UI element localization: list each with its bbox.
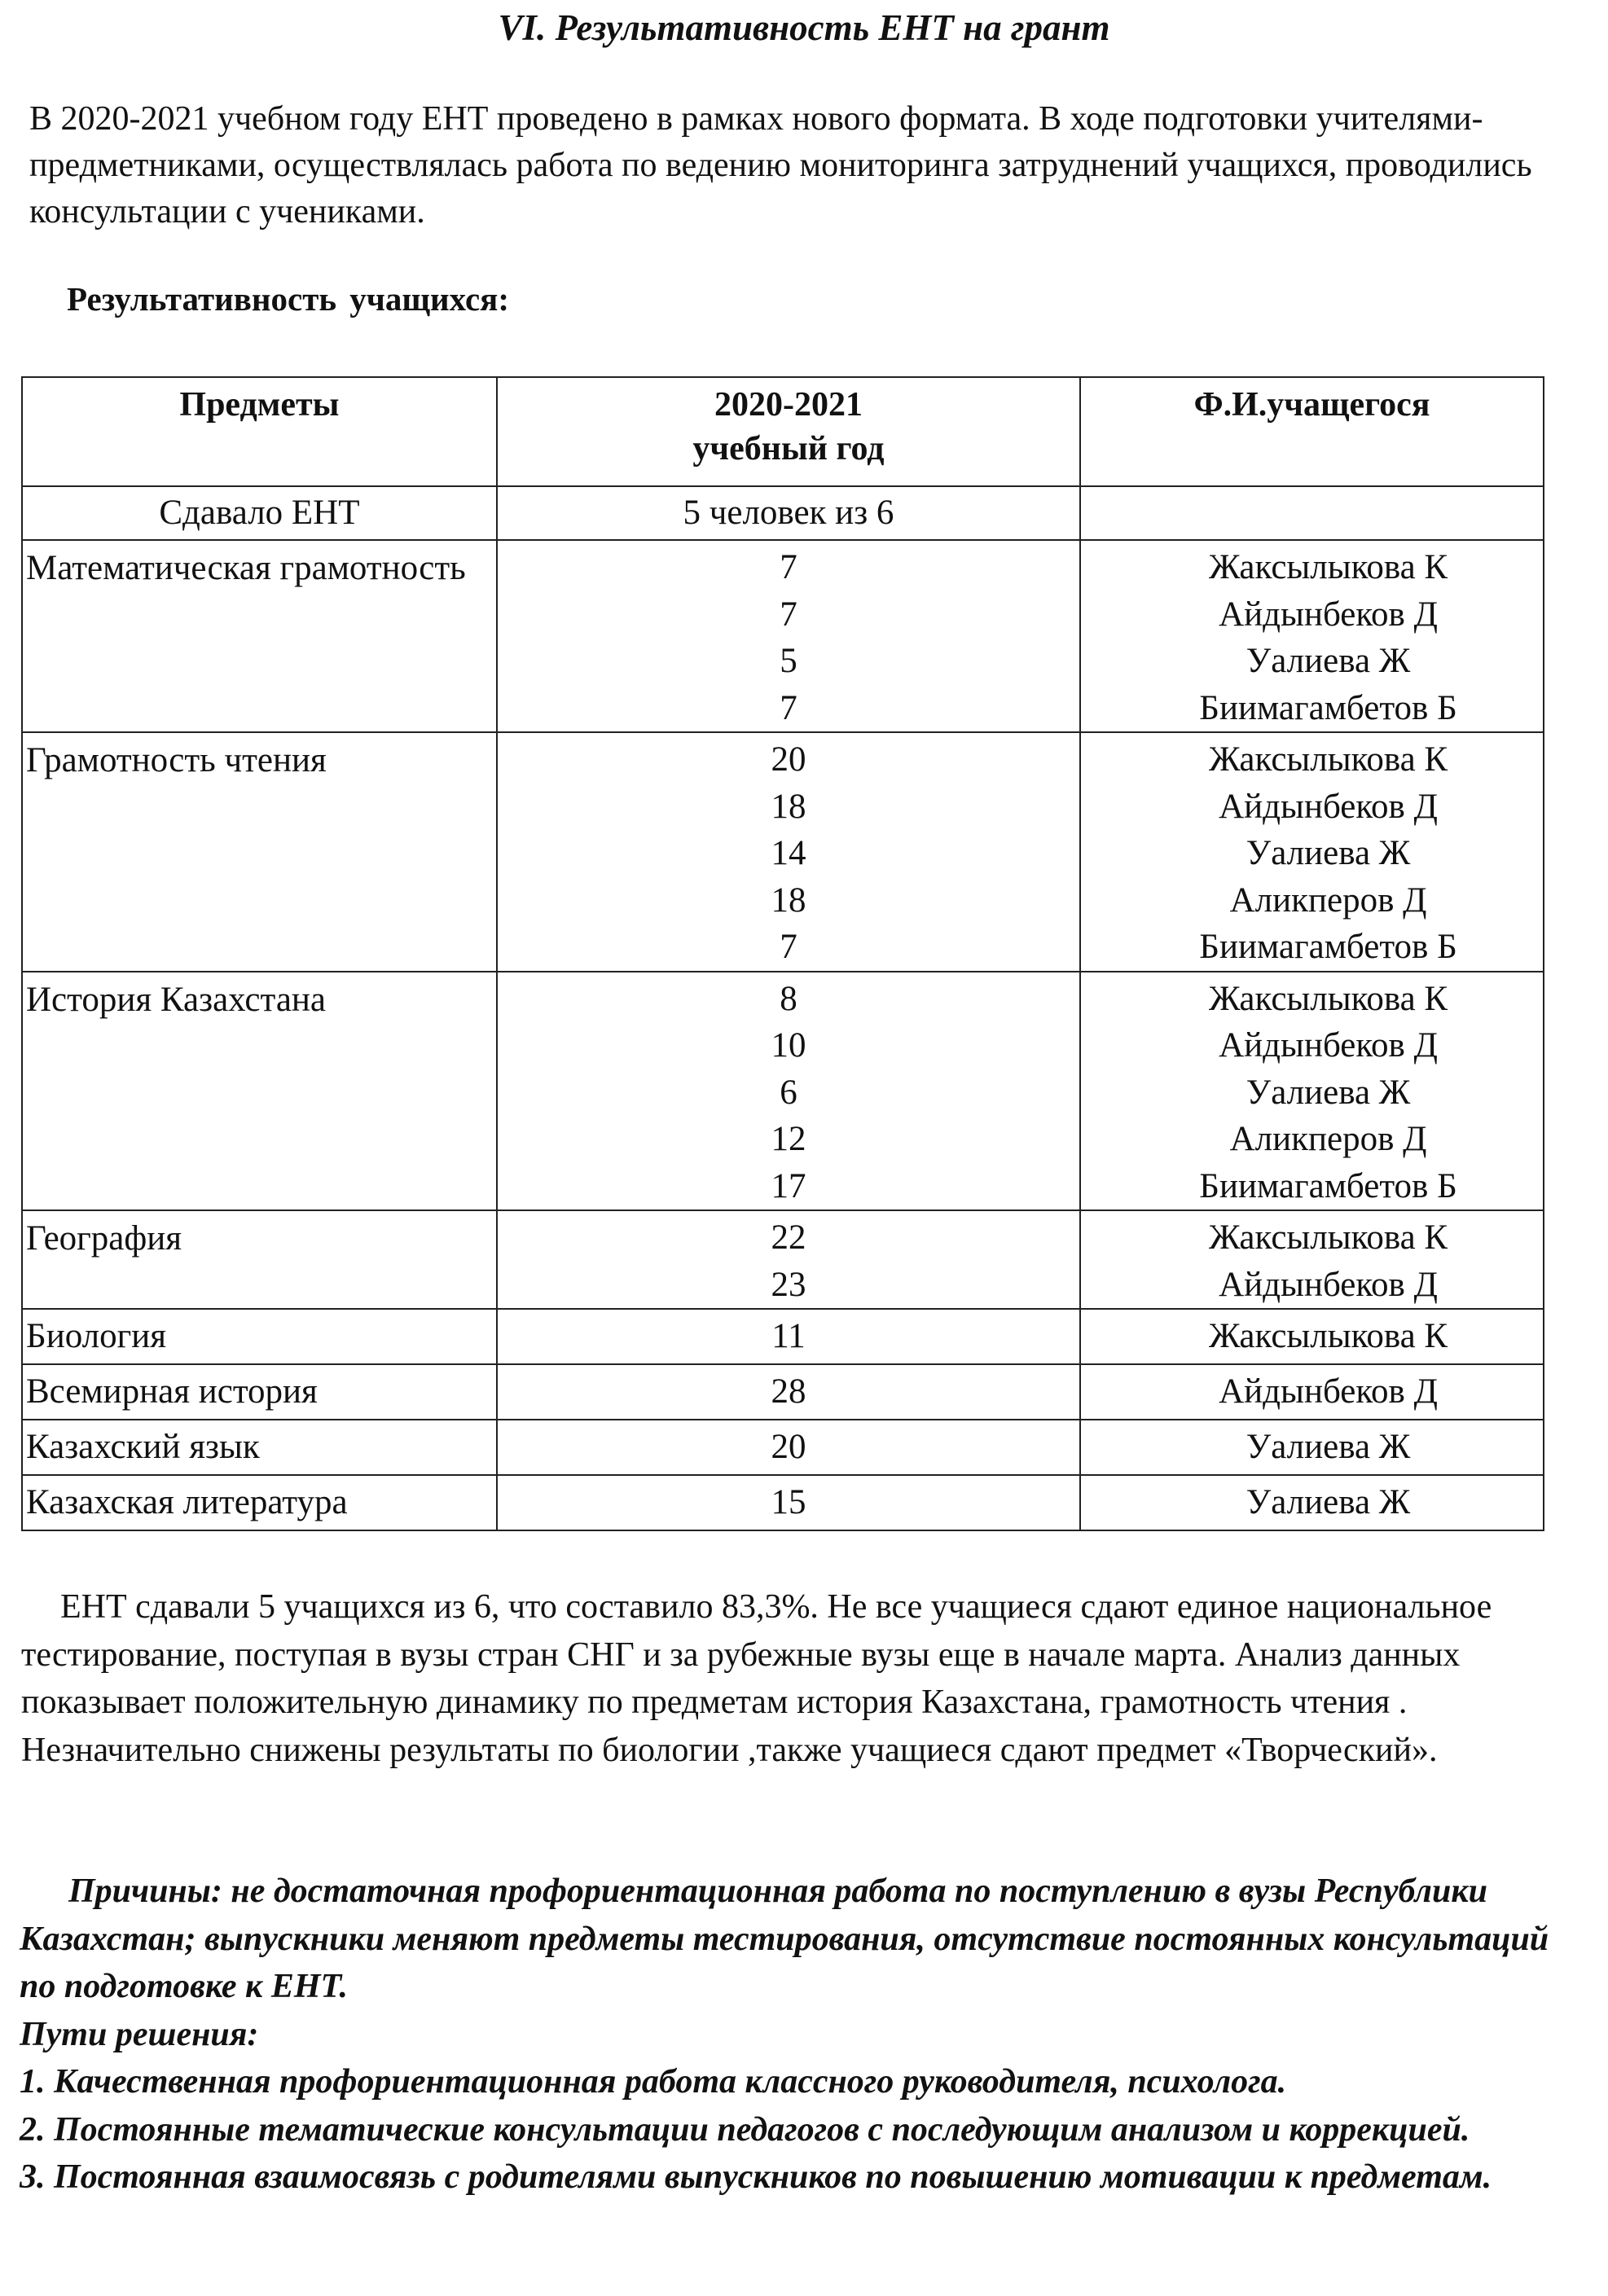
page-title: VI. Результативность ЕНТ на грант: [498, 7, 1110, 48]
score-value: 10: [771, 1026, 806, 1065]
score-cell: [497, 1210, 1080, 1309]
subject-cell: История Казахстана: [22, 972, 497, 1211]
student-name: Биимагамбетов Б: [1199, 688, 1457, 727]
student-cell: [1080, 972, 1544, 1211]
table-header-row: [22, 377, 1544, 486]
student-name: Жаксылыкова К: [1208, 1317, 1448, 1355]
table-row: [22, 732, 1544, 972]
score-value: 6: [780, 1073, 797, 1112]
score-value: 5: [780, 642, 797, 680]
results-table: [21, 376, 1544, 1531]
student-name: Айдынбеков Д: [1219, 1372, 1438, 1411]
student-name: Биимагамбетов Б: [1199, 1166, 1457, 1205]
score-value: 7: [780, 548, 797, 586]
passed-count-row: [22, 486, 1544, 540]
student-name: Уалиева Ж: [1246, 1073, 1411, 1112]
student-cell: [1080, 1364, 1544, 1420]
student-cell: [1080, 1475, 1544, 1530]
intro-paragraph: В 2020-2021 учебном году ЕНТ проведено в рамках нового формата. В ходе подготовки учителями-предметниками, осуществлялась работа по ведению мониторинга затруднений учащихся, проводились консультации с учениками.: [29, 100, 1532, 230]
score-value: 28: [771, 1372, 806, 1411]
score-value: 7: [780, 928, 797, 966]
student-name: Жаксылыкова К: [1208, 979, 1448, 1018]
table-row: [22, 540, 1544, 732]
score-value: 7: [780, 595, 797, 634]
score-value: 12: [771, 1120, 806, 1158]
subject-cell: Казахская литература: [22, 1475, 497, 1530]
student-name: Аликперов Д: [1229, 880, 1427, 920]
score-value: 23: [771, 1265, 806, 1304]
subject-cell: Математическая грамотность: [22, 540, 497, 732]
score-value: 15: [771, 1483, 806, 1521]
table-row: [22, 1364, 1544, 1420]
score-cell: [497, 1309, 1080, 1364]
student-name: Айдынбеков Д: [1219, 787, 1438, 826]
solution-item-2: 2. Постоянные тематические консультации педагогов с последующим анализом и коррекцией.: [20, 2110, 1470, 2149]
score-value: 8: [780, 979, 797, 1018]
header-school-year-text: 2020-2021 учебный год: [692, 386, 885, 468]
student-name: Айдынбеков Д: [1219, 1265, 1438, 1304]
student-cell: [1080, 1420, 1544, 1475]
student-name: Уалиева Ж: [1246, 834, 1411, 872]
student-cell: [1080, 732, 1544, 972]
student-name: Уалиева Ж: [1246, 1428, 1411, 1466]
score-value: 14: [771, 834, 806, 872]
table-row: [22, 972, 1544, 1211]
score-value: 20: [771, 740, 806, 779]
table-row: [22, 1475, 1544, 1530]
score-value: 17: [771, 1166, 806, 1205]
subject-cell: Всемирная история: [22, 1364, 497, 1420]
table-row: [22, 1420, 1544, 1475]
passed-value: 5 человек из 6: [497, 486, 1080, 540]
student-name: Аликперов Д: [1229, 1120, 1427, 1158]
student-cell: [1080, 1210, 1544, 1309]
table-row: [22, 1210, 1544, 1309]
student-name: Биимагамбетов Б: [1199, 928, 1457, 966]
passed-name: [1080, 486, 1544, 540]
student-name: Уалиева Ж: [1246, 642, 1411, 680]
score-cell: [497, 1475, 1080, 1530]
student-name: Жаксылыкова К: [1208, 548, 1448, 586]
student-name: Айдынбеков Д: [1219, 595, 1438, 634]
solution-item-3: 3. Постоянная взаимосвязь с родителями выпускников по повышению мотивации к предметам.: [20, 2158, 1492, 2196]
student-name: Уалиева Ж: [1246, 1483, 1411, 1521]
results-subheading: Результативность учащихся:: [67, 280, 510, 318]
score-cell: [497, 1364, 1080, 1420]
passed-label: Сдавало ЕНТ: [22, 486, 497, 540]
solution-item-1: 1. Качественная профориентационная работа классного руководителя, психолога.: [20, 2063, 1287, 2101]
score-cell: [497, 972, 1080, 1211]
table-row: [22, 1309, 1544, 1364]
subject-cell: География: [22, 1210, 497, 1309]
student-name: Айдынбеков Д: [1219, 1026, 1438, 1065]
score-value: 18: [771, 880, 806, 920]
score-value: 7: [780, 688, 797, 727]
reasons-text: Причины: не достаточная профориентационная работа по поступлению в вузы Республики Казахстан; выпускники меняют предметы тестирования, отсутствие постоянных консультаций по подготовке к ЕНТ.: [20, 1872, 1549, 2005]
header-school-year: [497, 377, 1080, 486]
subject-cell: Казахский язык: [22, 1420, 497, 1475]
reasons-block: [20, 1868, 1592, 2202]
student-name: Жаксылыкова К: [1208, 1218, 1448, 1257]
summary-paragraph: ЕНТ сдавали 5 учащихся из 6, что составило 83,3%. Не все учащиеся сдают единое национальное тестирование, поступая в вузы стран СНГ и за рубежные вузы еще в начале марта. Анализ данных показывает положительную динамику по предметам история Казахстана, грамотность чтения . Незначительно снижены результаты по биологии ,также учащиеся сдают предмет «Творческий».: [21, 1588, 1492, 1769]
subject-cell: Грамотность чтения: [22, 732, 497, 972]
score-cell: [497, 540, 1080, 732]
solutions-title: Пути решения:: [20, 2015, 259, 2053]
student-cell: [1080, 540, 1544, 732]
student-cell: [1080, 1309, 1544, 1364]
header-subjects: Предметы: [22, 377, 497, 486]
student-name: Жаксылыкова К: [1208, 740, 1448, 779]
subject-cell: Биология: [22, 1309, 497, 1364]
score-cell: [497, 1420, 1080, 1475]
score-cell: [497, 732, 1080, 972]
header-student-name: Ф.И.учащегося: [1080, 377, 1544, 486]
score-value: 18: [771, 787, 806, 826]
score-value: 22: [771, 1218, 806, 1257]
score-value: 20: [771, 1428, 806, 1466]
score-value: 11: [771, 1317, 806, 1355]
